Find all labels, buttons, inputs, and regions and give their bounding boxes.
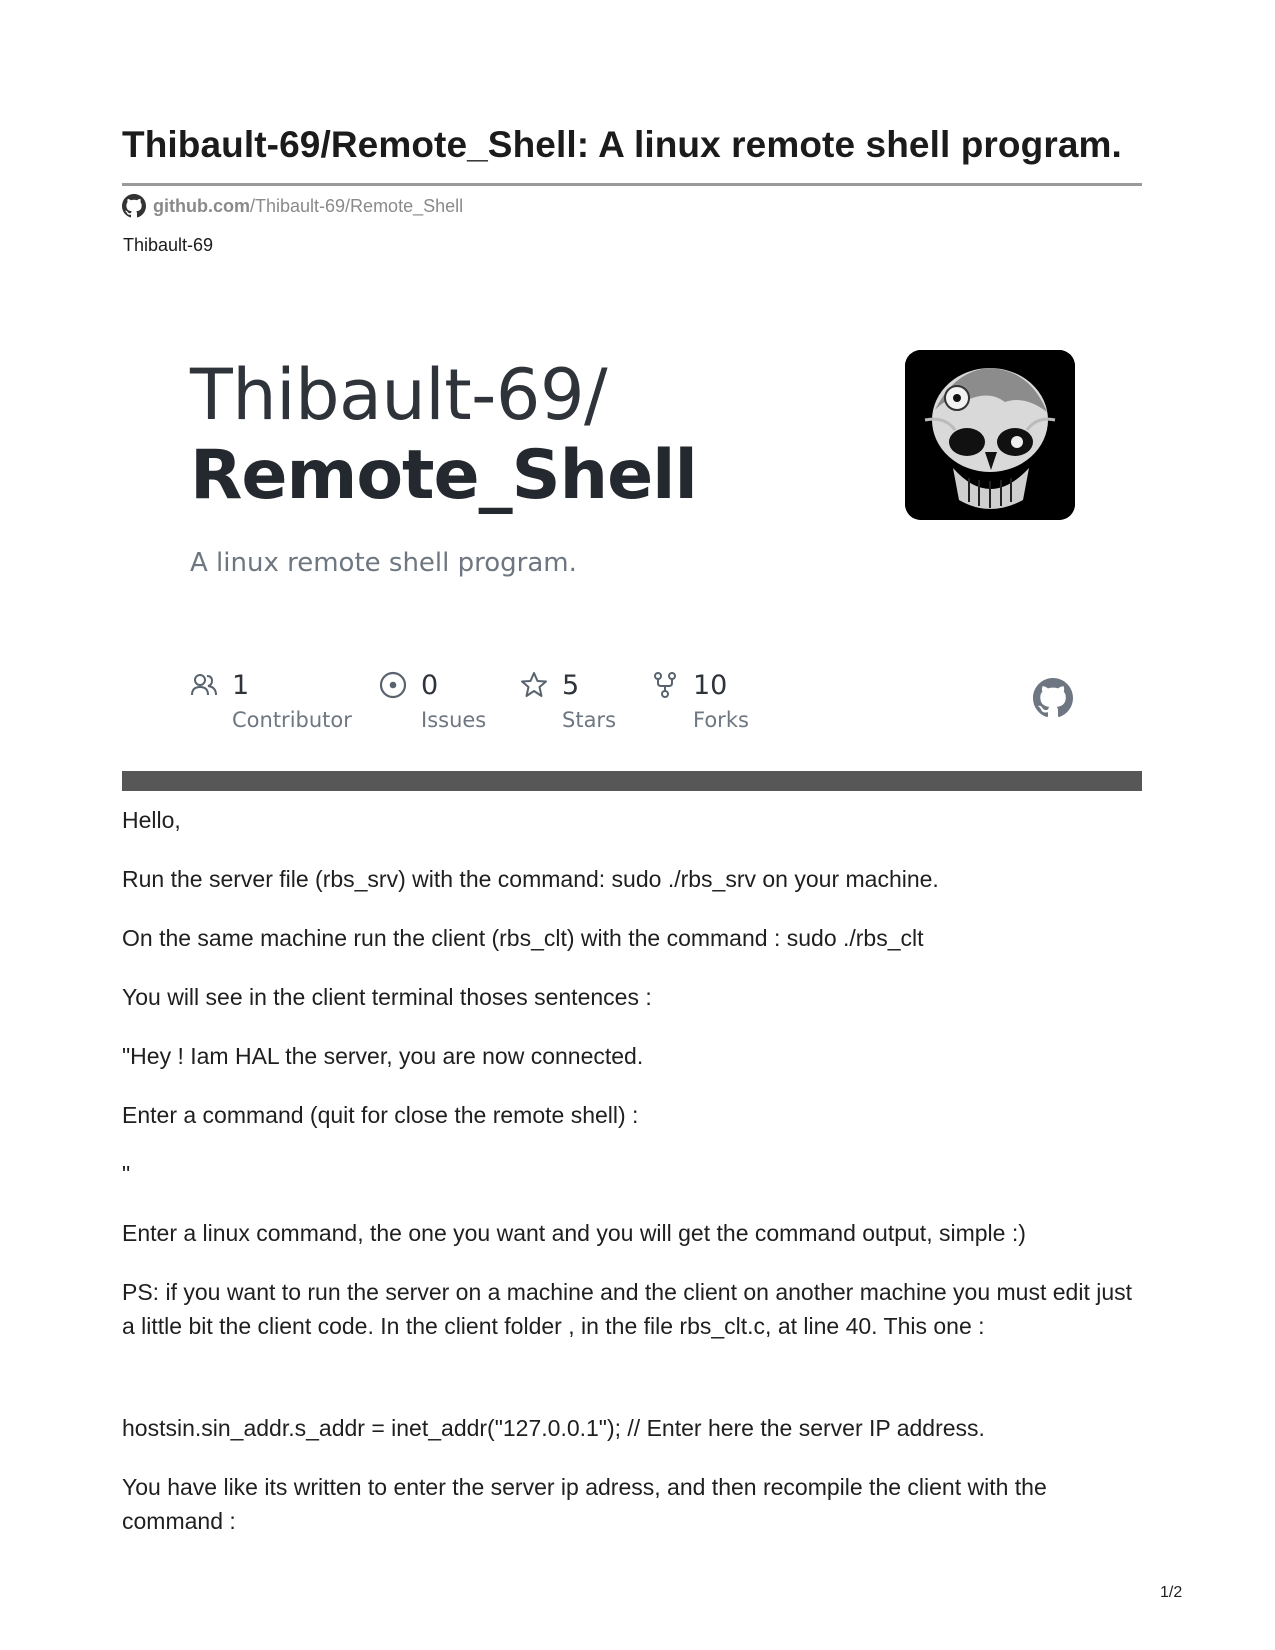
stat-forks — [651, 668, 749, 732]
stat-label: Stars — [562, 708, 617, 732]
stat-contributors — [190, 668, 352, 732]
stat-label: Contributor — [232, 708, 352, 732]
stat-count: 5 — [562, 669, 580, 701]
issues-icon — [379, 671, 407, 699]
card-bottom-bar — [122, 771, 1142, 791]
source-path: /Thibault-69/Remote_Shell — [250, 195, 464, 216]
paragraph: Enter a linux command, the one you want and you will get the command output, simple :) — [122, 1220, 1026, 1246]
stat-count: 0 — [421, 669, 439, 701]
title-divider — [122, 183, 1142, 186]
stat-label: Issues — [421, 708, 487, 732]
paragraph: "Hey ! Iam HAL the server, you are now connected. — [122, 1043, 644, 1069]
stat-stars — [520, 668, 616, 732]
page-number: 1/2 — [1160, 1584, 1183, 1601]
stat-count: 10 — [693, 669, 728, 701]
star-icon — [520, 671, 548, 699]
author: Thibault-69 — [123, 235, 214, 255]
github-icon — [122, 194, 146, 218]
paragraph: You have like its written to enter the server ip adress, and then recompile the client with the command : — [122, 1474, 1047, 1534]
repo-description: A linux remote shell program. — [190, 548, 577, 578]
repo-name: Remote_Shell — [190, 436, 697, 515]
contributors-icon — [190, 671, 218, 699]
paragraph: On the same machine run the client (rbs_clt) with the command : sudo ./rbs_clt — [122, 925, 924, 951]
page-title: Thibault-69/Remote_Shell: A linux remote shell program. — [122, 124, 1122, 165]
paragraph: PS: if you want to run the server on a machine and the client on another machine you must edit just a little bit the client code. In the client folder , in the file rbs_clt.c, at line 40. This one : — [122, 1279, 1133, 1339]
stat-label: Forks — [693, 708, 749, 732]
github-logo-icon — [1033, 678, 1073, 718]
source-link[interactable] — [122, 193, 463, 219]
paragraph: You will see in the client terminal thoses sentences : — [122, 984, 652, 1010]
paragraph: Hello, — [122, 807, 181, 833]
repo-owner: Thibault-69/ — [190, 354, 608, 436]
paragraph: Run the server file (rbs_srv) with the command: sudo ./rbs_srv on your machine. — [122, 866, 939, 892]
owner-avatar — [905, 350, 1075, 520]
paragraph: Enter a command (quit for close the remote shell) : — [122, 1102, 639, 1128]
stat-count: 1 — [232, 669, 250, 701]
paragraph: " — [122, 1161, 131, 1187]
code-paragraph: hostsin.sin_addr.s_addr = inet_addr("127.0.0.1"); // Enter here the server IP address. — [122, 1415, 985, 1441]
source-domain: github.com — [153, 195, 250, 216]
fork-icon — [651, 671, 679, 699]
stat-issues — [379, 668, 486, 732]
